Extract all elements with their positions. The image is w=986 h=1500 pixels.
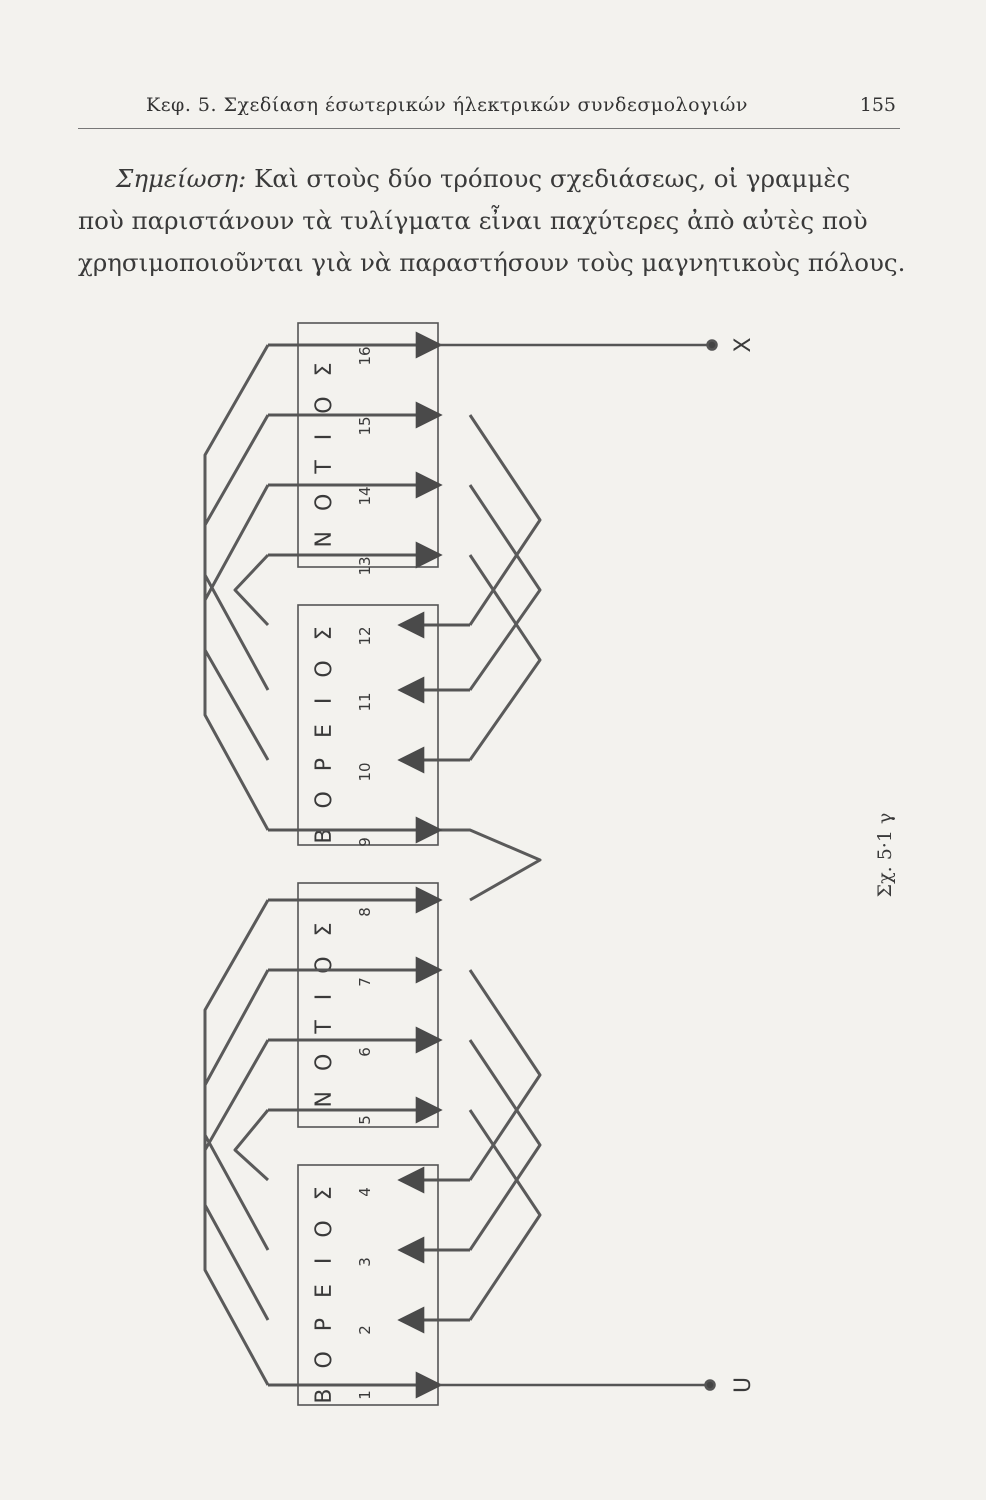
slot-number-1: 1: [356, 1390, 374, 1400]
slot-number-9: 9: [356, 837, 374, 847]
slot-number-16: 16: [356, 346, 374, 366]
coil-loop-r5: [470, 1040, 540, 1250]
terminal-label-x: X: [731, 337, 756, 353]
coil-loop-14-9: [205, 485, 268, 830]
coil-loop-16-11: [205, 345, 268, 690]
coil-loop-8-3: [205, 900, 268, 1250]
figure-caption: Σχ. 5·1 γ: [874, 812, 896, 898]
note-line-2: ποὺ παριστάνουν τὰ τυλίγματα εἶναι παχύτερες ἀπὸ αὐτὲς ποὺ: [78, 206, 868, 235]
slot-number-4: 4: [356, 1187, 374, 1197]
terminal-label-u: U: [731, 1376, 756, 1394]
coil-loop-r6: [470, 1110, 540, 1320]
coil-loop-5-4: [235, 1110, 268, 1180]
coil-loop-r4: [470, 970, 540, 1180]
terminal-u-dot: [706, 1381, 715, 1390]
slot-number-14: 14: [356, 486, 374, 506]
note-lead: Σημείωση:: [116, 164, 247, 193]
terminal-x-dot: [708, 341, 717, 350]
slot-number-12: 12: [356, 626, 374, 646]
coil-loop-r3: [470, 555, 540, 760]
slot-number-10: 10: [356, 762, 374, 782]
slot-number-2: 2: [356, 1325, 374, 1335]
slot-number-5: 5: [356, 1115, 374, 1125]
coil-loop-13-12: [235, 555, 268, 625]
slot-number-15: 15: [356, 416, 374, 436]
slot-number-6: 6: [356, 1047, 374, 1057]
slot-number-13: 13: [356, 556, 374, 576]
coil-loop-7-2: [205, 970, 268, 1320]
coil-loop-6-1: [205, 1040, 268, 1385]
note-line-3: χρησιμοποιοῦνται γιὰ νὰ παραστήσουν τοὺς μαγνητικοὺς πόλους.: [78, 248, 906, 277]
page-number: 155: [859, 94, 896, 116]
pole-labels: [312, 343, 337, 1404]
pole-label-1: ΒΟΡΕΙΟΣ: [312, 1166, 337, 1404]
slot-number-7: 7: [356, 977, 374, 987]
slot-number-8: 8: [356, 907, 374, 917]
coil-loop-r1: [470, 415, 540, 625]
running-title: Κεφ. 5. Σχεδίαση έσωτερικών ήλεκτρικών συνδεσμολογιών: [146, 94, 748, 116]
pole-label-3: ΒΟΡΕΙΟΣ: [312, 606, 337, 844]
coil-loop-r2: [470, 485, 540, 690]
coil-bridge: [430, 830, 540, 900]
slot-number-11: 11: [356, 692, 374, 712]
pole-label-2: ΝΟΤΙΟΣ: [312, 902, 337, 1108]
note-line-1-text: Καὶ στοὺς δύο τρόπους σχεδιάσεως, οἱ γραμμὲς: [254, 164, 851, 193]
slot-numbers: [356, 346, 374, 1399]
pole-label-4: ΝΟΤΙΟΣ: [312, 342, 337, 548]
slot-number-3: 3: [356, 1257, 374, 1267]
